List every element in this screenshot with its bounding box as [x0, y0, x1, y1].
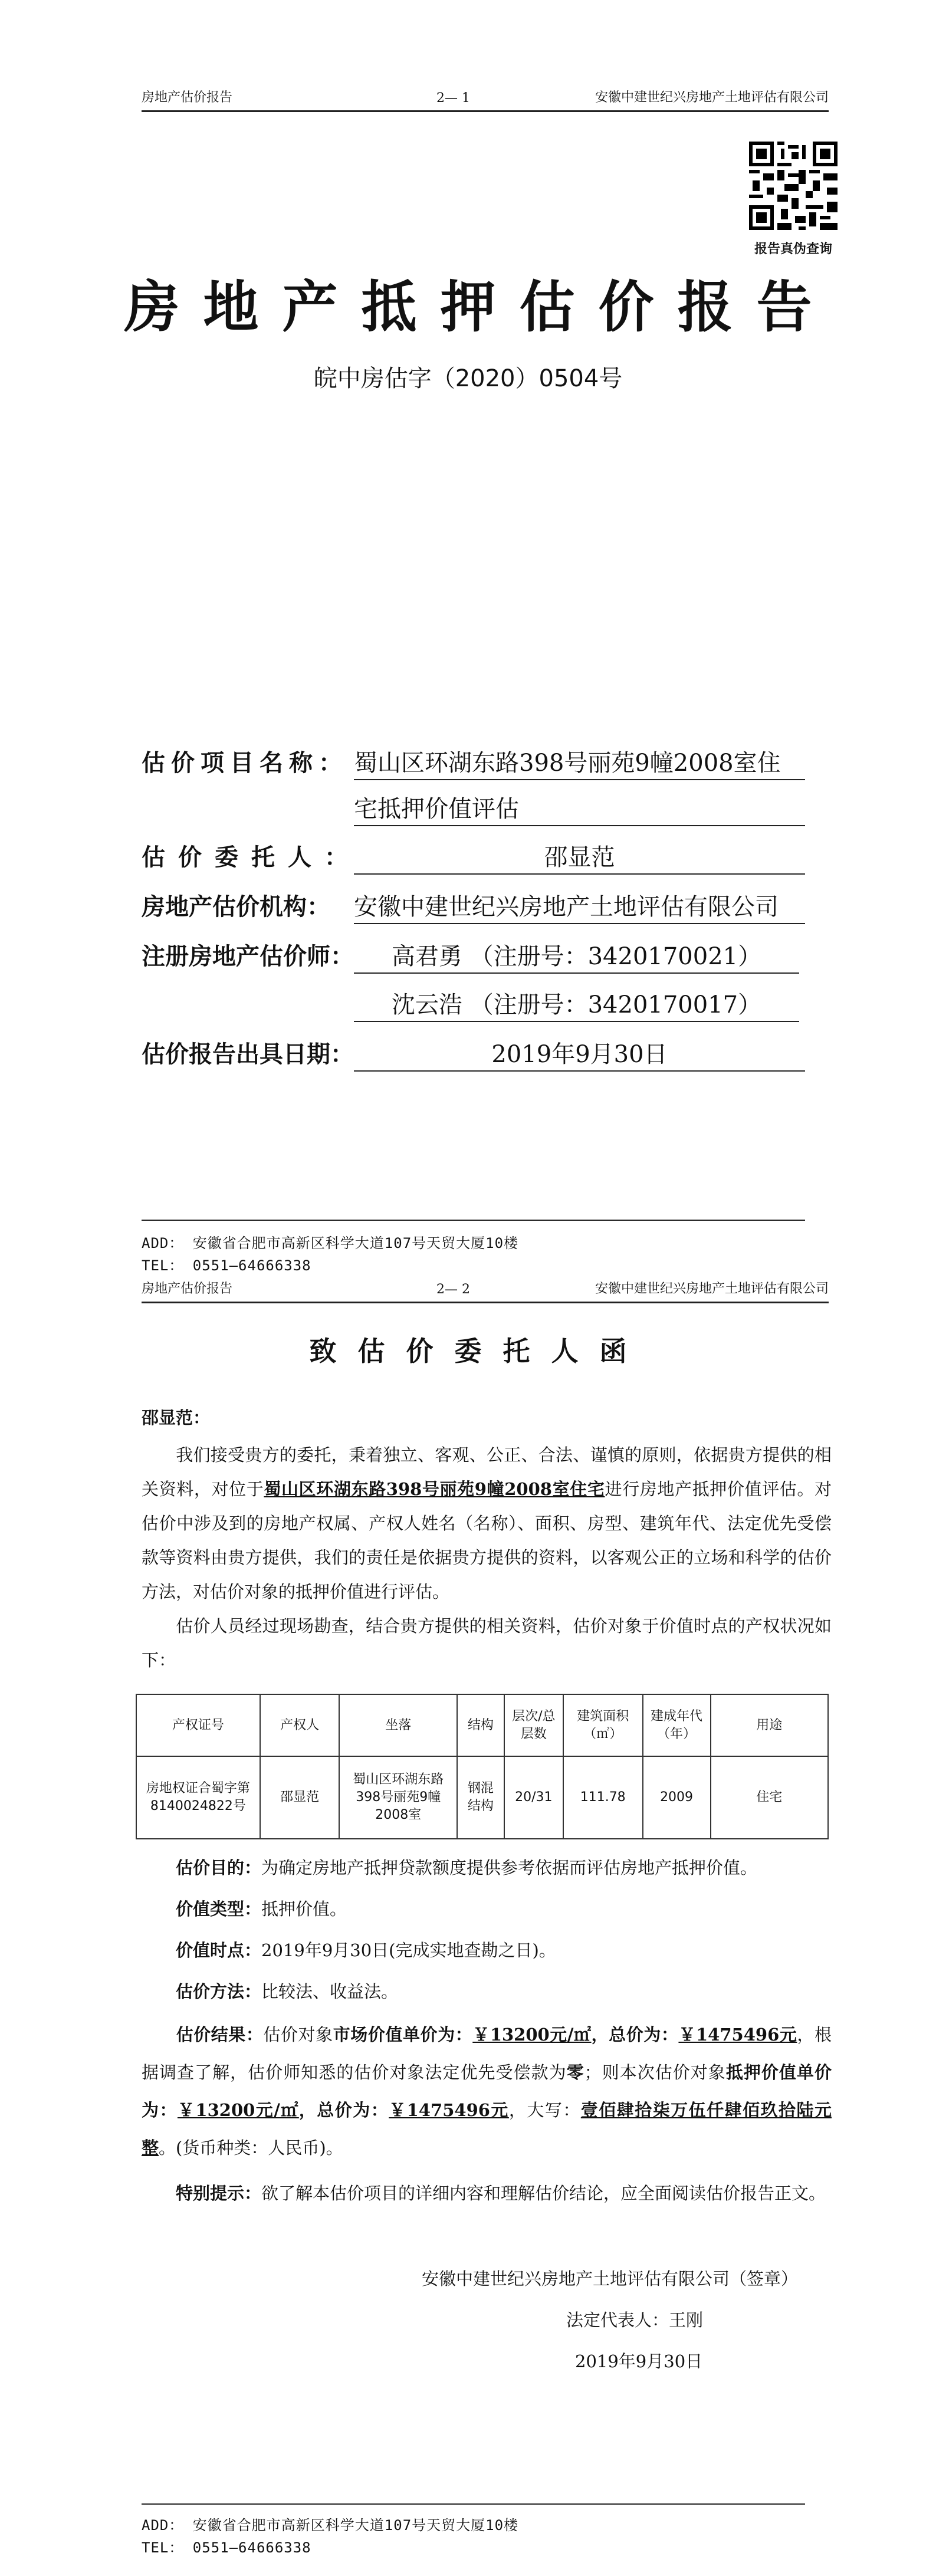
footer-address: ADD： 安徽省合肥市高新区科学大道107号天贸大厦10楼 [142, 1235, 519, 1251]
table-cell: 住宅 [711, 1756, 829, 1839]
footer-phone: TEL： 0551—64666338 [142, 1257, 311, 1274]
report-date-value: 2019年9月30日 [354, 1036, 805, 1072]
purpose-line: 估价目的：为确定房地产抵押贷款额度提供参考依据而评估房地产抵押价值。 [176, 1858, 758, 1878]
client-value: 邵显范 [354, 839, 805, 875]
qr-caption: 报告真伪查询 [754, 242, 832, 257]
footer-address: ADD： 安徽省合肥市高新区科学大道107号天贸大厦10楼 [142, 2517, 519, 2534]
paragraph-intro: 我们接受贵方的委托，秉着独立、客观、公正、合法、谨慎的原则，依据贵方提供的相关资料，对位于蜀山区环湖东路398号丽苑9幢2008室住宅进行房地产抵押价值评估。对估价中涉及到的房地产权属、产权人姓名（名称）、面积、房型、建筑年代、法定优先受偿款等资料由贵方提供，我们的责任是依据贵方提供的资料，以客观公正的立场和科学的估价方法，对估价对象的抵押价值进行评估。 [142, 1445, 832, 1602]
qr-code-icon[interactable] [749, 142, 838, 230]
value-time-line: 价值时点：2019年9月30日(完成实地查勘之日)。 [176, 1940, 556, 1960]
table-header-cell: 产权人 [260, 1694, 340, 1756]
signature-company: 安徽中建世纪兴房地产土地评估有限公司（签章） [422, 2269, 799, 2289]
header-page-number: 2— 2 [436, 1282, 470, 1297]
document-number: 皖中房估字（2020）0504号 [313, 365, 623, 392]
table-header-cell: 建筑面积（㎡） [563, 1694, 643, 1756]
header-company: 安徽中建世纪兴房地产土地评估有限公司 [595, 1282, 829, 1296]
table-header-cell: 用途 [711, 1694, 829, 1756]
signature-representative: 法定代表人：王刚 [566, 2310, 704, 2330]
table-cell: 蜀山区环湖东路398号丽苑9幢2008室 [339, 1756, 457, 1839]
header-company: 安徽中建世纪兴房地产土地评估有限公司 [595, 90, 829, 105]
project-name-value-line2: 宅抵押价值评估 [354, 790, 805, 826]
table-cell: 钢混结构 [457, 1756, 504, 1839]
table-header-cell: 产权证号 [136, 1694, 260, 1756]
letter-title: 致估价委托人函 [309, 1335, 648, 1367]
client-label: 估价委托人： [142, 844, 361, 871]
appraiser-2: 沈云浩 （注册号：3420170017） [354, 986, 799, 1022]
footer-phone: TEL： 0551—64666338 [142, 2539, 311, 2556]
property-address: 蜀山区环湖东路398号丽苑9幢2008室住宅 [264, 1479, 605, 1499]
header-page-number: 2— 1 [436, 91, 470, 106]
agency-value: 安徽中建世纪兴房地产土地评估有限公司 [354, 888, 805, 924]
report-cover-page [0, 0, 936, 1280]
table-header-cell: 坐落 [339, 1694, 457, 1756]
table-cell: 邵显范 [260, 1756, 340, 1839]
table-cell: 2009 [643, 1756, 711, 1839]
salutation: 邵显范： [142, 1408, 211, 1428]
mortgage-total-price: ￥1475496元 [389, 2100, 509, 2120]
footer-rule [142, 2503, 805, 2505]
property-table [136, 1694, 829, 1839]
table-cell: 20/31 [504, 1756, 563, 1839]
appraiser-label: 注册房地产估价师： [142, 943, 354, 970]
table-cell: 房地权证合蜀字第8140024822号 [136, 1756, 260, 1839]
special-note: 特别提示：欲了解本估价项目的详细内容和理解估价结论，应全面阅读估价报告正文。 [176, 2183, 826, 2203]
table-header-cell: 层次/总层数 [504, 1694, 563, 1756]
agency-label: 房地产估价机构： [142, 893, 330, 921]
market-total-price: ￥1475496元 [678, 2025, 797, 2045]
letter-page [0, 1280, 936, 2576]
project-name-label: 估价项目名称： [142, 750, 348, 777]
table-header-cell: 建成年代（年） [643, 1694, 711, 1756]
table-header-row [136, 1694, 828, 1756]
signature-date: 2019年9月30日 [575, 2351, 703, 2371]
page-header [142, 1280, 829, 1303]
appraiser-1: 高君勇 （注册号：3420170021） [354, 938, 799, 974]
table-header-cell: 结构 [457, 1694, 504, 1756]
report-date-label: 估价报告出具日期： [142, 1041, 354, 1068]
method-line: 估价方法：比较法、收益法。 [176, 1982, 399, 2002]
paragraph-survey: 估价人员经过现场勘查，结合贵方提供的相关资料，估价对象于价值时点的产权状况如下： [142, 1616, 832, 1670]
table-row [136, 1756, 828, 1839]
footer-rule [142, 1220, 805, 1221]
page-header [142, 88, 829, 112]
header-left: 房地产估价报告 [142, 90, 233, 105]
header-left: 房地产估价报告 [142, 1282, 233, 1296]
report-title: 房地产抵押估价报告 [124, 275, 836, 340]
table-cell: 111.78 [563, 1756, 643, 1839]
value-type-line: 价值类型：抵押价值。 [176, 1899, 347, 1919]
project-name-value: 蜀山区环湖东路398号丽苑9幢2008室住 [354, 744, 805, 780]
amount-in-words: 壹佰肆拾柒万伍仟肆佰玖拾陆元整 [142, 2100, 832, 2158]
market-unit-price: ￥13200元/㎡ [472, 2025, 592, 2045]
mortgage-unit-price: ￥13200元/㎡ [177, 2100, 299, 2120]
result-paragraph: 估价结果：估价对象市场价值单价为：￥13200元/㎡，总价为：￥1475496元，根据调查了解，估价师知悉的估价对象法定优先受偿款为零；则本次估价对象抵押价值单价为：￥13200元/㎡，总价为：￥1475496元，大写：壹佰肆拾柒万伍仟肆佰玖拾陆元整。(货币种类：人民币)。 [142, 2025, 832, 2158]
